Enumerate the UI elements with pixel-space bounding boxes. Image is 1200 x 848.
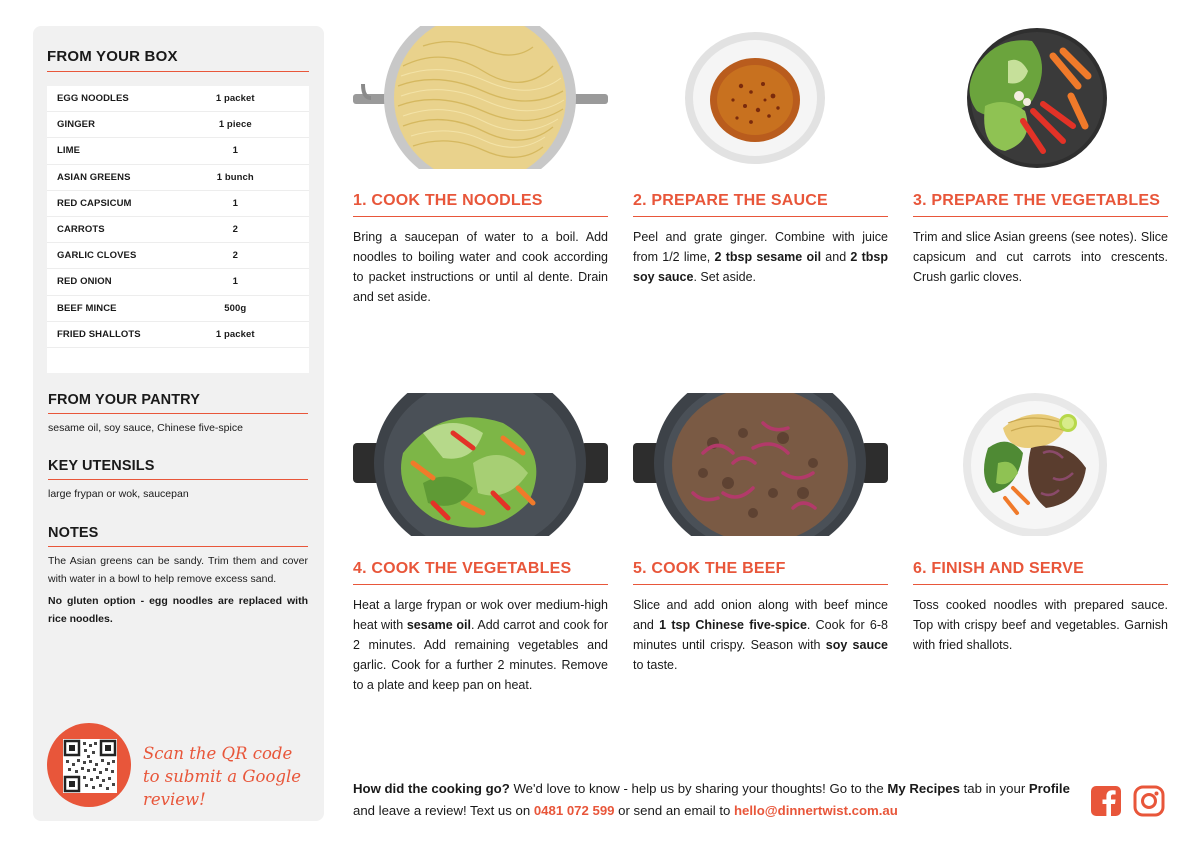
ingredient-name: EGG NOODLES — [57, 93, 129, 105]
email-link[interactable]: hello@dinnertwist.com.au — [734, 803, 898, 818]
ingredient-qty: 2 — [232, 250, 238, 262]
step-title: 3. PREPARE THE VEGETABLES — [913, 192, 1168, 217]
ingredient-name: RED CAPSICUM — [57, 197, 132, 209]
qr-badge — [47, 723, 131, 807]
ingredient-name: FRIED SHALLOTS — [57, 328, 141, 340]
ingredient-qty: 1 packet — [215, 328, 255, 340]
step-text: Heat a large frypan or wok over medium-high heat with sesame oil. Add carrot and cook for 2 minutes. Add remaining vegetables and garlic. Cook for a further 2 minutes. Remove to a plate and keep pan on heat. — [353, 598, 608, 692]
table-row — [47, 165, 309, 191]
step-4 — [353, 560, 608, 695]
step-title: 5. COOK THE BEEF — [633, 560, 888, 585]
ingredient-name: BEEF MINCE — [57, 302, 117, 314]
step-text: Bring a saucepan of water to a boil. Add noodles to boiling water and cook according to packet instructions or until al dente. Drain and set aside. — [353, 230, 608, 304]
table-row — [47, 138, 309, 164]
table-row — [47, 112, 309, 138]
ingredient-name: CARROTS — [57, 224, 105, 236]
table-row — [47, 86, 309, 112]
utensils-text: large frypan or wok, saucepan — [48, 488, 189, 500]
step-title: 6. FINISH AND SERVE — [913, 560, 1168, 585]
table-row — [47, 191, 309, 217]
ingredient-qty: 1 — [232, 197, 238, 209]
ingredient-name: LIME — [57, 145, 81, 157]
ingredient-qty: 1 — [232, 276, 238, 288]
utensils-heading: KEY UTENSILS — [48, 458, 308, 480]
ingredient-qty: 1 — [232, 145, 238, 157]
facebook-icon[interactable] — [1090, 785, 1122, 817]
notes-section — [48, 525, 308, 628]
step-text: Trim and slice Asian greens (see notes). Slice capsicum and cut carrots into crescents. Crush garlic cloves. — [913, 230, 1168, 284]
table-row — [47, 243, 309, 269]
table-row — [47, 217, 309, 243]
pantry-section — [48, 392, 308, 438]
from-your-box-heading: FROM YOUR BOX — [47, 48, 309, 72]
finished-dish-image — [913, 393, 1168, 536]
step-2 — [633, 192, 888, 287]
vegetables-plate-image — [913, 26, 1168, 169]
step-6 — [913, 560, 1168, 655]
gluten-note: No gluten option - egg noodles are replaced with rice noodles. — [48, 595, 308, 625]
ingredient-qty: 1 packet — [215, 93, 255, 105]
qr-instruction: Scan the QR code to submit a Google review! — [143, 744, 301, 809]
notes-text: The Asian greens can be sandy. Trim them and cover with water in a bowl to help remove excess sand. — [48, 555, 308, 585]
ingredient-name: GARLIC CLOVES — [57, 250, 137, 262]
ingredient-name: GINGER — [57, 119, 96, 131]
step-3 — [913, 192, 1168, 287]
wok-vegetables-image — [353, 393, 608, 536]
sauce-bowl-image — [633, 26, 888, 169]
ingredient-name: ASIAN GREENS — [57, 171, 131, 183]
noodles-pot-image — [353, 26, 608, 169]
step-title: 2. PREPARE THE SAUCE — [633, 192, 888, 217]
step-1 — [353, 192, 608, 307]
ingredients-table — [47, 86, 309, 373]
review-footer: How did the cooking go? We'd love to know - help us by sharing your thoughts! Go to the My Recipes tab in your Profile and leave a review! Text us on 0481 072 599 or send an email to hello@dinnertwist.com.au — [353, 781, 1070, 818]
pantry-heading: FROM YOUR PANTRY — [48, 392, 308, 414]
step-title: 4. COOK THE VEGETABLES — [353, 560, 608, 585]
sidebar — [33, 26, 324, 821]
qr-code[interactable] — [63, 739, 117, 793]
ingredient-qty: 500g — [224, 302, 247, 314]
ingredient-qty: 1 piece — [218, 119, 252, 131]
ingredient-qty: 2 — [232, 224, 238, 236]
phone-link[interactable]: 0481 072 599 — [533, 803, 615, 818]
ingredient-name: RED ONION — [57, 276, 112, 288]
step-text: Toss cooked noodles with prepared sauce. Top with crispy beef and vegetables. Garnish with fried shallots. — [913, 598, 1168, 652]
step-5 — [633, 560, 888, 675]
notes-heading: NOTES — [48, 525, 308, 547]
instagram-icon[interactable] — [1133, 785, 1165, 817]
table-row — [47, 269, 309, 295]
utensils-section — [48, 458, 308, 504]
step-text: Slice and add onion along with beef mince and 1 tsp Chinese five-spice. Cook for 6-8 minutes until crispy. Season with soy sauce to taste. — [633, 598, 888, 672]
ingredient-qty: 1 bunch — [216, 171, 254, 183]
step-title: 1. COOK THE NOODLES — [353, 192, 608, 217]
table-row — [47, 322, 309, 348]
table-row — [47, 296, 309, 322]
pantry-text: sesame oil, soy sauce, Chinese five-spice — [48, 422, 243, 434]
step-text: Peel and grate ginger. Combine with juice from 1/2 lime, 2 tbsp sesame oil and 2 tbsp soy sauce. Set aside. — [633, 230, 889, 284]
wok-beef-image — [633, 393, 888, 536]
